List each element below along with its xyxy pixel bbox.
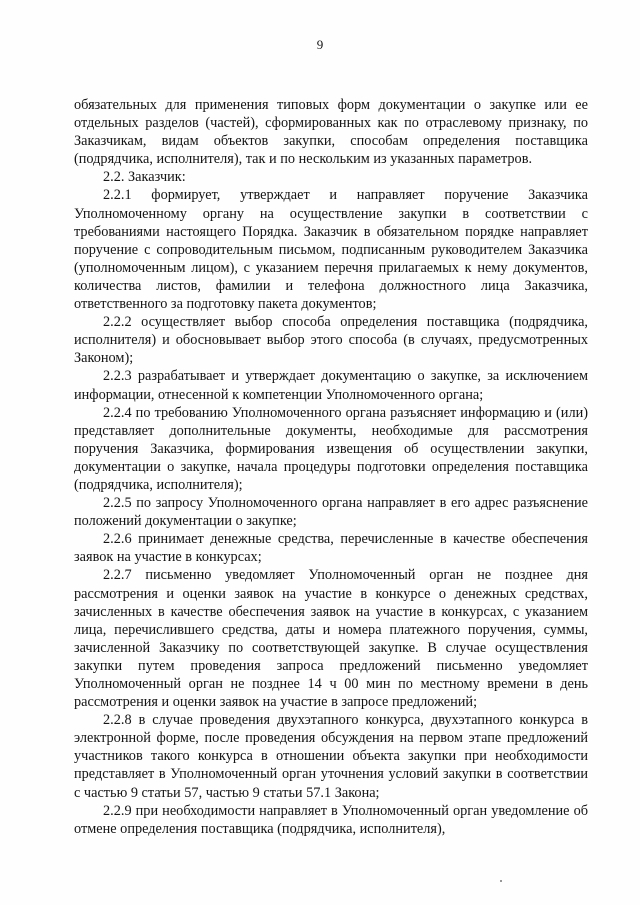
paragraph-2-2-4: 2.2.4 по требованию Уполномоченного органа разъясняет информацию и (или) представляет дополнительные документы, необходимые для рассмотрения поручения Заказчика, формирования извещения об осуществлении закупки, документации о закупке, начала процедуры подготовки определения поставщика (подрядчика, исполнителя);	[74, 404, 588, 493]
paragraph-2-2-1: 2.2.1 формирует, утверждает и направляет поручение Заказчика Уполномоченному органу на осуществление закупки в соответствии с требованиями настоящего Порядка. Заказчик в обязательном порядке направляет поручение с сопроводительным письмом, подписанным руководителем Заказчика (уполномоченным лицом), с указанием перечня прилагаемых к нему документов, количества листов, фамилии и телефона должностного лица Заказчика, ответственного за подготовку пакета документов;	[74, 187, 588, 313]
paragraph-2-2-7: 2.2.7 письменно уведомляет Уполномоченный орган не позднее дня рассмотрения и оценки заявок на участие в конкурсе о денежных средствах, зачисленных в качестве обеспечения заявок на участие в конкурсах, с указанием лица, перечислившего средства, даты и номера платежного поручения, суммы, зачисленной Заказчику по соответствующей закупке. В случае осуществления закупки путем проведения запроса предложений письменно уведомляет Уполномоченный орган не позднее 14 ч 00 мин по местному времени в день рассмотрения и оценки заявок на участие в запросе предложений;	[74, 567, 588, 711]
paragraph-2-2-8: 2.2.8 в случае проведения двухэтапного конкурса, двухэтапного конкурса в электронной форме, после проведения обсуждения на первом этапе предложений участников такого конкурса в отношении объекта закупки при необходимости представляет в Уполномоченный орган уточнения условий закупки в соответствии с частью 9 статьи 57, частью 9 статьи 57.1 Закона;	[74, 712, 588, 801]
section-heading-2-2: 2.2. Заказчик:	[103, 169, 186, 186]
document-body	[74, 96, 588, 838]
paragraph-2-2-2: 2.2.2 осуществляет выбор способа определения поставщика (подрядчика, исполнителя) и обосновывает выбор этого способа (в случаях, предусмотренных Законом);	[74, 314, 588, 367]
paragraph-2-2-3: 2.2.3 разрабатывает и утверждает документацию о закупке, за исключением информации, отнесенной к компетенции Уполномоченного органа;	[74, 368, 588, 403]
scan-speck	[500, 880, 502, 882]
paragraph-intro-continuation: обязательных для применения типовых форм документации о закупке или ее отдельных разделов (частей), сформированных как по отраслевому признаку, по Заказчикам, видам объектов закупки, способам определения поставщика (подрядчика, исполнителя), так и по нескольким из указанных параметров.	[74, 97, 588, 168]
page-number: 9	[316, 37, 324, 52]
paragraph-2-2-5: 2.2.5 по запросу Уполномоченного органа направляет в его адрес разъяснение положений документации о закупке;	[74, 495, 588, 530]
paragraph-2-2-6: 2.2.6 принимает денежные средства, перечисленные в качестве обеспечения заявок на участие в конкурсах;	[74, 531, 588, 566]
paragraph-2-2-9: 2.2.9 при необходимости направляет в Уполномоченный орган уведомление об отмене определения поставщика (подрядчика, исполнителя),	[74, 802, 588, 837]
